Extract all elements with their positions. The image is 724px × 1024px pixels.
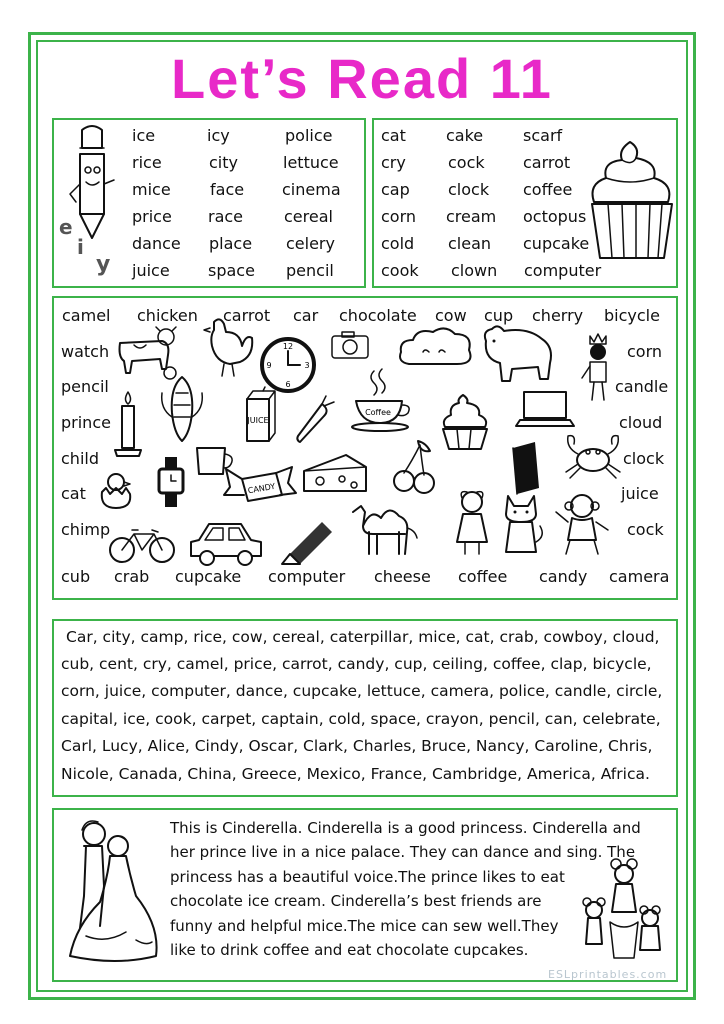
word: cry <box>381 153 406 172</box>
word: juice <box>621 484 659 503</box>
story-line: This is Cinderella. Cinderella is a good princess. Cinderella and <box>170 819 641 837</box>
candle-icon <box>113 390 143 460</box>
juice-label: JUICE <box>247 416 269 425</box>
word: mice <box>132 180 171 199</box>
word: crab <box>114 567 150 586</box>
clock-number: 12 <box>282 342 294 351</box>
watermark: ESLprintables.com <box>548 968 668 981</box>
word: corn <box>381 207 417 226</box>
word: dance <box>132 234 181 253</box>
word: clock <box>448 180 490 199</box>
word: cook <box>381 261 419 280</box>
story-line: chocolate ice cream. Cinderella’s best friends are <box>170 892 542 910</box>
word: lettuce <box>283 153 339 172</box>
story-line: her prince live in a nice palace. They can dance and sing. The <box>170 843 636 861</box>
cupcake-small-icon <box>441 393 491 453</box>
word: candy <box>539 567 588 586</box>
word: cinema <box>282 180 341 199</box>
letter-e: e <box>59 215 73 239</box>
word: bicycle <box>604 306 660 325</box>
cat-icon <box>498 492 544 558</box>
bear-icon <box>478 323 558 383</box>
word: computer <box>268 567 346 586</box>
word: cub <box>61 567 91 586</box>
story-line: like to drink coffee and eat chocolate cupcakes. <box>170 941 529 959</box>
word: cock <box>448 153 485 172</box>
word: chocolate <box>339 306 417 325</box>
prince-icon <box>578 330 618 405</box>
story-line: funny and helpful mice.The mice can sew well.They <box>170 917 559 935</box>
word-line: Carl, Lucy, Alice, Cindy, Oscar, Clark, Charles, Bruce, Nancy, Caroline, Chris, <box>61 737 653 755</box>
word: celery <box>286 234 335 253</box>
word: ice <box>132 126 156 145</box>
candy-label: CANDY <box>247 481 276 496</box>
word: car <box>293 306 319 325</box>
corn-icon <box>158 373 208 445</box>
word: camel <box>62 306 111 325</box>
word-line: capital, ice, cook, carpet, captain, cold, space, crayon, pencil, can, celebrate, <box>61 710 661 728</box>
word: candle <box>615 377 669 396</box>
word: cold <box>381 234 415 253</box>
word: chicken <box>137 306 198 325</box>
cupcake-icon <box>588 140 678 270</box>
story-line: princess has a beautiful voice.The prince likes to eat <box>170 868 565 886</box>
word: cheese <box>374 567 431 586</box>
page-title: Let’s Read 11 <box>171 47 553 110</box>
camel-icon <box>345 498 425 558</box>
letter-y: y <box>96 252 111 277</box>
word: cream <box>446 207 497 226</box>
word: face <box>210 180 245 199</box>
word: cat <box>61 484 86 503</box>
car-icon <box>187 518 267 566</box>
word: clown <box>451 261 498 280</box>
word: watch <box>61 342 110 361</box>
coffee-cup-icon <box>348 367 418 432</box>
word: cereal <box>284 207 333 226</box>
cinderella-and-prince-illustration <box>56 816 166 976</box>
word: clean <box>448 234 492 253</box>
word-line: Car, city, camp, rice, cow, cereal, caterpillar, mice, cat, crab, cowboy, cloud, <box>66 628 660 646</box>
word: corn <box>627 342 663 361</box>
word: pencil <box>61 377 109 396</box>
word: cock <box>627 520 664 539</box>
word: icy <box>207 126 230 145</box>
word: race <box>208 207 244 226</box>
crab-icon <box>558 430 628 480</box>
coffee-label: Coffee <box>365 408 391 417</box>
word: cupcake <box>523 234 590 253</box>
computer-icon <box>518 390 578 430</box>
cheese-icon <box>302 453 370 493</box>
word: carrot <box>223 306 271 325</box>
word: cow <box>435 306 467 325</box>
word: cloud <box>619 413 663 432</box>
word: carrot <box>523 153 571 172</box>
bicycle-icon <box>108 526 178 566</box>
word-line: Nicole, Canada, China, Greece, Mexico, France, Cambridge, America, Africa. <box>61 765 650 783</box>
word: coffee <box>523 180 573 199</box>
word: clock <box>623 449 665 468</box>
word: computer <box>524 261 602 280</box>
word: camera <box>609 567 670 586</box>
word-line: corn, juice, computer, dance, cupcake, lettuce, camera, police, candle, circle, <box>61 682 663 700</box>
word: cat <box>381 126 406 145</box>
letter-i: i <box>77 235 84 259</box>
pencil-character-icon <box>58 122 128 277</box>
clock-number: 3 <box>304 361 310 370</box>
candy-icon <box>222 465 298 509</box>
clock-number: 9 <box>266 361 272 370</box>
clock-number: 6 <box>285 380 291 389</box>
clock-icon <box>260 337 316 393</box>
word: rice <box>132 153 162 172</box>
watch-icon <box>156 455 186 515</box>
word: octopus <box>523 207 587 226</box>
word: coffee <box>458 567 508 586</box>
cherry-icon <box>390 437 440 497</box>
pencil-icon <box>278 516 338 566</box>
camera-icon <box>330 330 370 360</box>
word: space <box>208 261 255 280</box>
child-icon <box>447 488 497 558</box>
word: place <box>209 234 253 253</box>
word: cup <box>484 306 514 325</box>
word: juice <box>132 261 170 280</box>
carrot-icon <box>292 396 336 446</box>
word: chimp <box>61 520 111 539</box>
word: police <box>285 126 333 145</box>
word: cherry <box>532 306 584 325</box>
cock-icon <box>200 316 255 381</box>
mice-illustration <box>570 858 670 968</box>
word: cupcake <box>175 567 242 586</box>
word-line: cub, cent, cry, camel, price, carrot, candy, cup, ceiling, coffee, clap, bicycle, <box>61 655 652 673</box>
word: price <box>132 207 172 226</box>
chick-icon <box>98 470 138 510</box>
juice-box-icon <box>243 387 279 443</box>
chocolate-icon <box>503 440 543 500</box>
word: child <box>61 449 99 468</box>
chimp-icon <box>552 492 612 558</box>
word: scarf <box>523 126 563 145</box>
word: pencil <box>286 261 334 280</box>
word: cake <box>446 126 484 145</box>
word: cap <box>381 180 410 199</box>
word: prince <box>61 413 111 432</box>
word: city <box>209 153 238 172</box>
